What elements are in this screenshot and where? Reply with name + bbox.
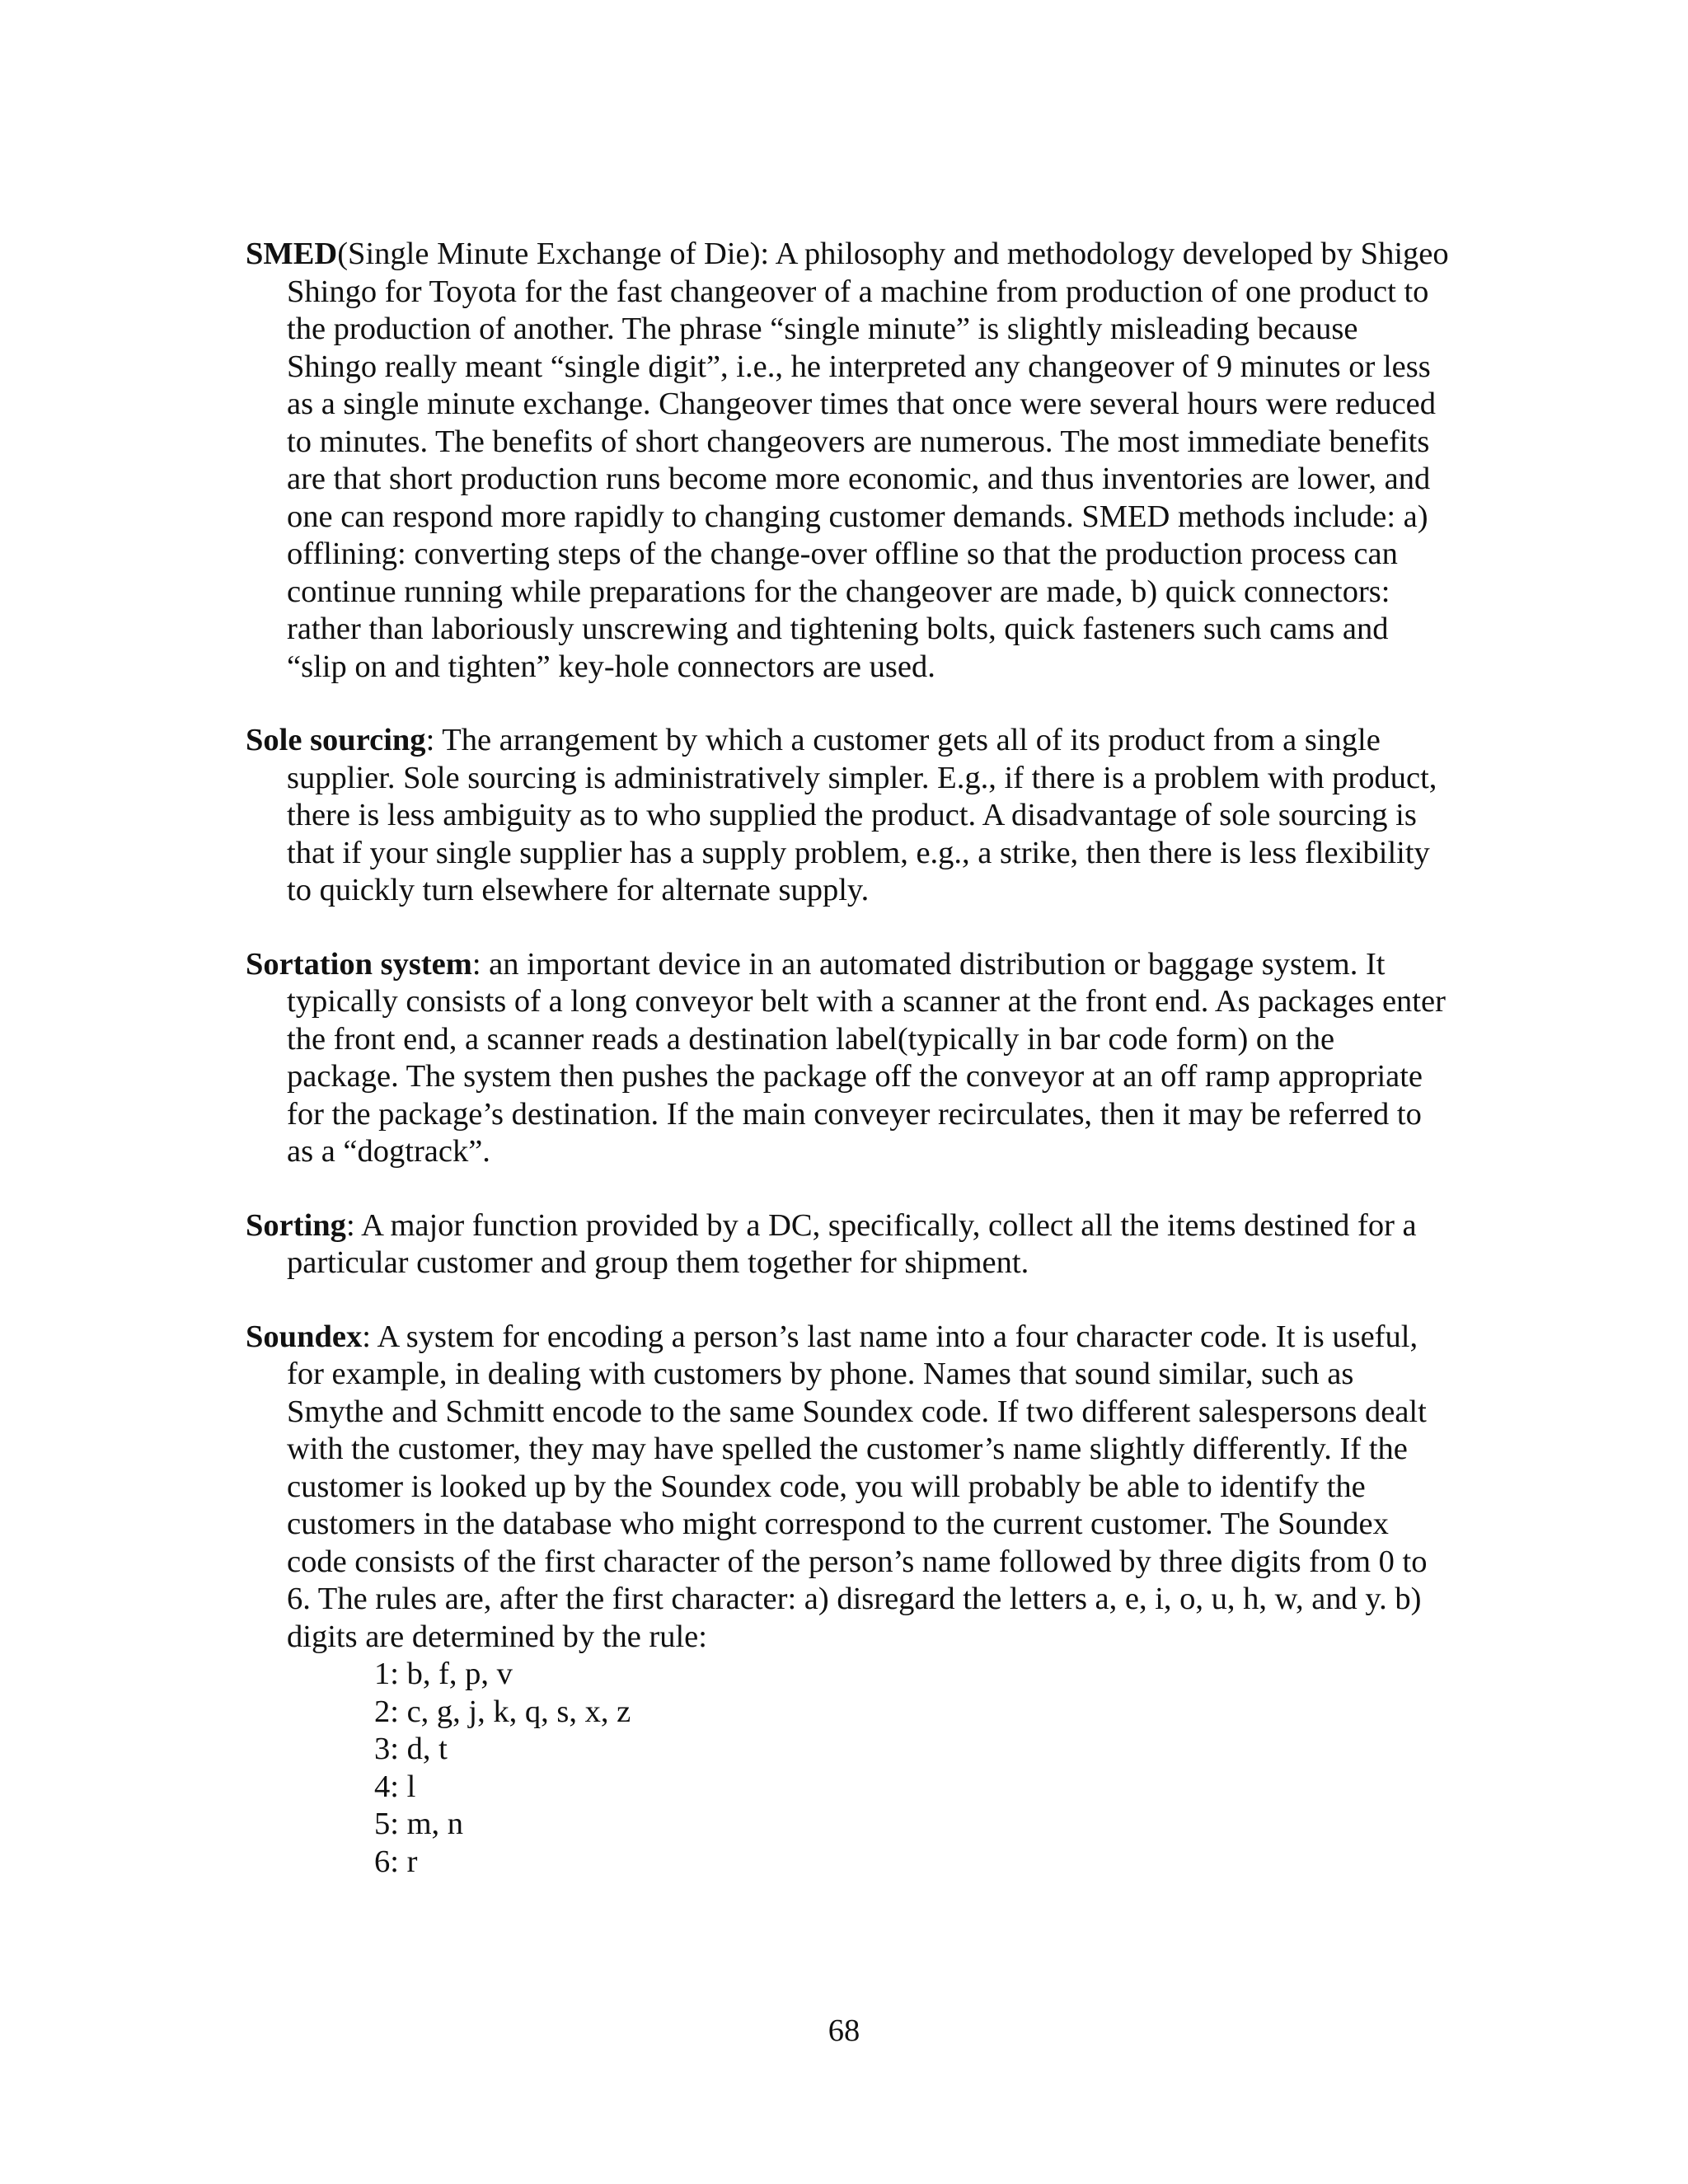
entry-definition: The arrangement by which a customer gets all of its product from a single supplier. Sole sourcing is administratively simpler. E.g., if there is a problem with product, there is less ambiguity as to who supplied the product. A disadvantage of sole sourcing is that if your single supplier has a supply problem, e.g., a strike, then there is less flexibility to quickly turn elsewhere for alternate supply. — [287, 723, 1437, 907]
entry-term: SMED — [246, 237, 338, 271]
soundex-rule: 1: b, f, p, v — [374, 1657, 513, 1691]
glossary-entry-sole-sourcing — [246, 722, 1449, 910]
glossary-entry-soundex — [246, 1319, 1449, 1882]
soundex-rule: 5: m, n — [374, 1807, 464, 1841]
entry-separator: : — [425, 723, 435, 757]
entry-separator: : — [471, 946, 481, 982]
soundex-rule: 3: d, t — [374, 1732, 448, 1766]
soundex-rule: 2: c, g, j, k, q, s, x, z — [374, 1694, 631, 1729]
entry-definition: (Single Minute Exchange of Die): A philosophy and methodology developed by Shigeo Shingo for Toyota for the fast changeover of a machine from production of one product to the production of another. The phrase “single minute” is slightly misleading because Shingo really meant “single digit”, i.e., he interpreted any changeover of 9 minutes or less as a single minute exchange. Changeover times that once were several hours were reduced to minutes. The benefits of short changeovers are numerous. The most immediate benefits are that short production runs become more economic, and thus inventories are lower, and one can respond more rapidly to changing customer demands. SMED methods include: a) offlining: converting steps of the change-over offline so that the production process can continue running while preparations for the changeover are made, b) quick connectors: rather than laboriously unscrewing and tightening bolts, quick fasteners such cams and “slip on and tighten” key-hole connectors are used. — [287, 237, 1449, 684]
glossary-entry-sortation-system — [246, 946, 1449, 1171]
soundex-rule-list — [287, 1656, 1449, 1881]
soundex-rule: 6: r — [374, 1844, 418, 1879]
entry-term: Sorting — [246, 1207, 346, 1243]
entry-term: Sole sourcing — [246, 723, 426, 757]
entry-separator: : — [345, 1207, 355, 1243]
entry-term: Soundex — [246, 1319, 363, 1354]
soundex-rule: 4: l — [374, 1769, 416, 1804]
entry-term: Sortation system — [246, 946, 472, 982]
glossary-entry-sorting — [246, 1207, 1449, 1282]
entry-definition: an important device in an automated distribution or baggage system. It typically consists of a long conveyor belt with a scanner at the front end. As packages enter the front end, a scanner reads a destination label(typically in bar code form) on the package. The system then pushes the package off the conveyor at an off ramp appropriate for the package’s destination. If the main conveyer recirculates, then it may be referred to as a “dogtrack”. — [287, 946, 1446, 1169]
page-number: 68 — [828, 2013, 860, 2048]
glossary-entry-smed — [246, 236, 1449, 686]
entry-definition: A system for encoding a person’s last name into a four character code. It is useful, for example, in dealing with customers by phone. Names that sound similar, such as Smythe and Schmitt encode to the same Soundex code. If two different salespersons dealt with the customer, they may have spelled the customer’s name slightly differently. If the customer is looked up by the Soundex code, you will probably be able to identify the customers in the database who might correspond to the current customer. The Soundex code consists of the first character of the person’s name followed by three digits from 0 to 6. The rules are, after the first character: a) disregard the letters a, e, i, o, u, h, w, and y. b) digits are determined by the rule: — [287, 1319, 1428, 1654]
entry-definition: A major function provided by a DC, specifically, collect all the items destined for a particular customer and group them together for shipment. — [287, 1207, 1417, 1280]
glossary-content — [246, 236, 1449, 1917]
entry-separator: : — [362, 1319, 371, 1354]
